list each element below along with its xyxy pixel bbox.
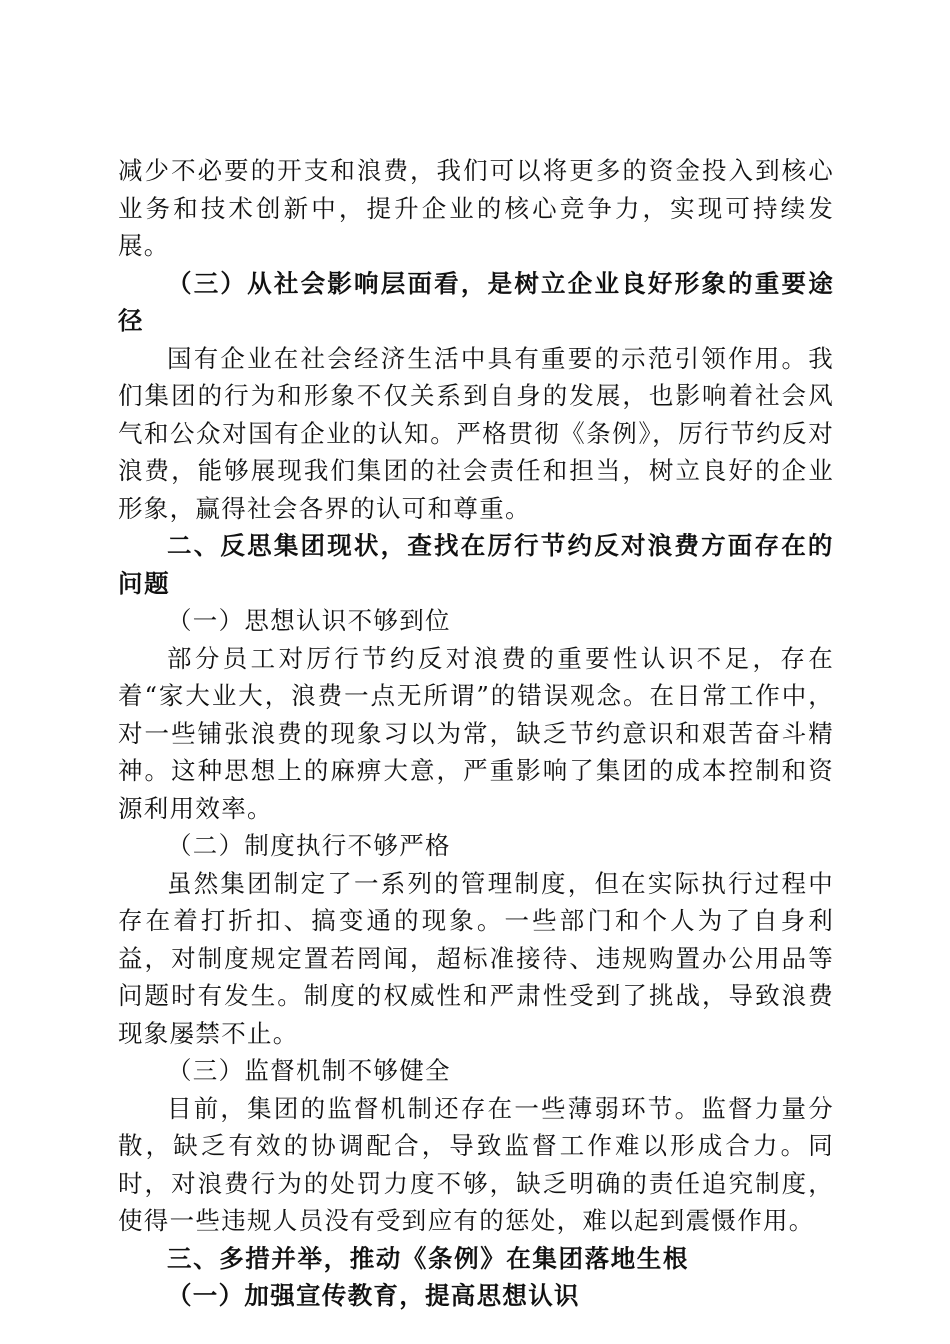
subheading-thinking: （一）思想认识不够到位 <box>167 606 451 635</box>
subheading-publicity: （一）加强宣传教育，提高思想认识 <box>167 1281 580 1310</box>
paragraph-supervision: 目前，集团的监督机制还存在一些薄弱环节。监督力量分散，缺乏有效的协调配合，导致监督工作难以形成合力。同时，对浪费行为的处罚力度不够，缺乏明确的责任追究制度，使得一些违规人员没有受到应有的惩处，难以起到震慑作用。 <box>118 1093 834 1235</box>
subheading-supervision: （三）监督机制不够健全 <box>167 1056 451 1085</box>
paragraph-social-impact: 国有企业在社会经济生活中具有重要的示范引领作用。我们集团的行为和形象不仅关系到自身的发展，也影响着社会风气和公众对国有企业的认知。严格贯彻《条例》，厉行节约反对浪费，能够展现我们集团的社会责任和担当，树立良好的企业形象，赢得社会各界的认可和尊重。 <box>118 343 834 523</box>
section-heading-3: 三、多措并举，推动《条例》在集团落地生根 <box>167 1243 689 1273</box>
subheading-social-impact: （三）从社会影响层面看，是树立企业良好形象的重要途径 <box>118 268 834 335</box>
paragraph-thinking: 部分员工对厉行节约反对浪费的重要性认识不足，存在着“家大业大，浪费一点无所谓”的错误观念。在日常工作中，对一些铺张浪费的现象习以为常，缺乏节约意识和艰苦奋斗精神。这种思想上的麻痹大意，严重影响了集团的成本控制和资源利用效率。 <box>118 643 834 823</box>
section-heading-2: 二、反思集团现状，查找在厉行节约反对浪费方面存在的问题 <box>118 531 834 598</box>
document-page <box>118 152 834 1315</box>
paragraph-continuation: 减少不必要的开支和浪费，我们可以将更多的资金投入到核心业务和技术创新中，提升企业的核心竞争力，实现可持续发展。 <box>118 156 834 260</box>
paragraph-system: 虽然集团制定了一系列的管理制度，但在实际执行过程中存在着打折扣、搞变通的现象。一些部门和个人为了自身利益，对制度规定置若罔闻，超标准接待、违规购置办公用品等问题时有发生。制度的权威性和严肃性受到了挑战，导致浪费现象屡禁不止。 <box>118 868 834 1048</box>
subheading-system: （二）制度执行不够严格 <box>167 831 451 860</box>
